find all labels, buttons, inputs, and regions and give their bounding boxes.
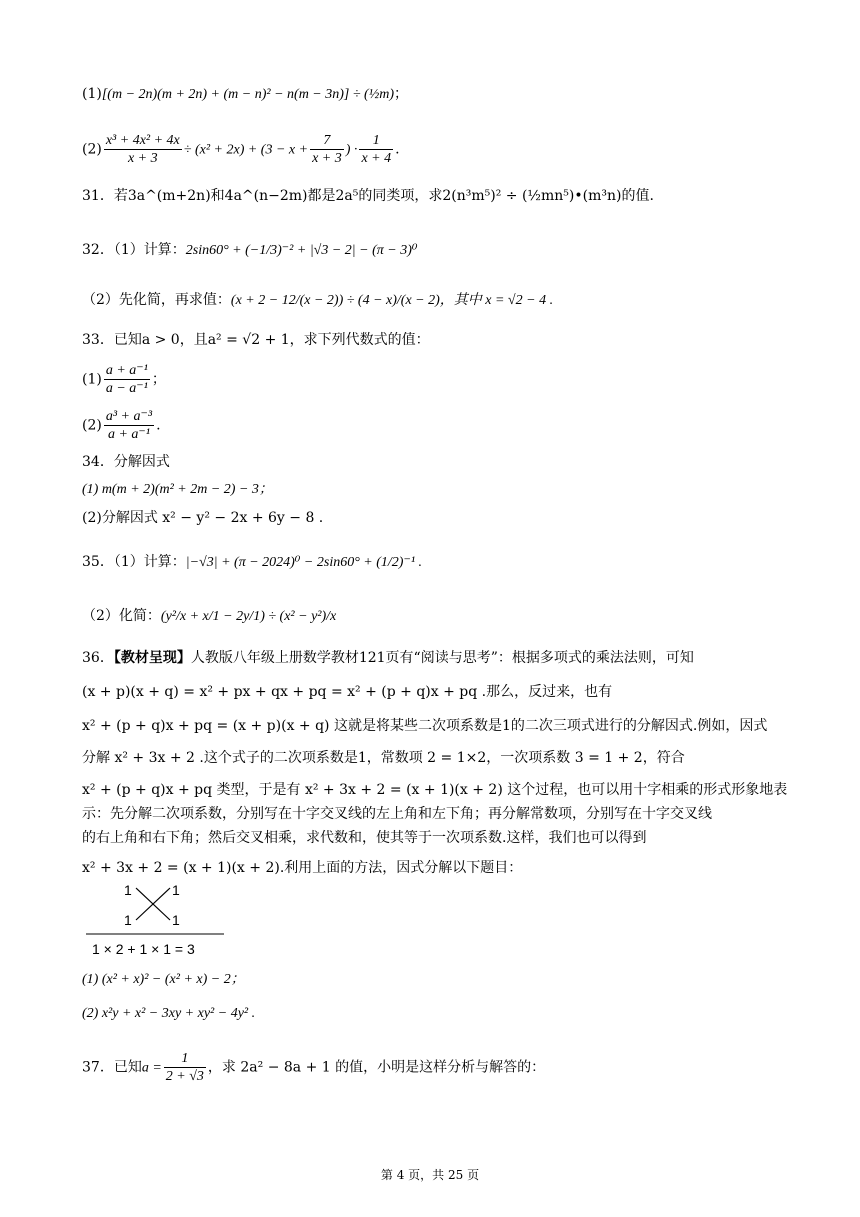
q33-part1: (1) $\frac{\text{a + a⁻¹}}{\text{a − a⁻¹}}$ ；: [82, 363, 166, 396]
q36-part1: (1) (x² + x)² − (x² + x) − 2；: [82, 972, 245, 987]
q37-fraction: $\frac{1}{2 + √3}$: [165, 1051, 204, 1084]
q30-part1-expr: [(m − 2n)(m + 2n) + (m − n)² − n(m − 3n)] ÷ (½m): [101, 87, 394, 102]
q36-line-5: x² + (p + q)x + pq 类型，于是有 x² + 3x + 2 = (x + 1)(x + 2) 这个过程，也可以用十字相乘的形式形象地表: [82, 782, 788, 798]
q35-part2: （2）化简：(y²/x + x/1 − 2y/1) ÷ (x² − y²)/x: [82, 608, 337, 624]
cross-multiplication-diagram: [82, 882, 232, 962]
diagram-result: 1 × 2 + 1 × 1 = 3: [92, 941, 195, 957]
q36-line-4: 分解 x² + 3x + 2 .这个式子的二次项系数是1，常数项 2 = 1×2，一次项系数 3 = 1 + 2，符合: [82, 750, 685, 766]
q30-part2: (2) $\frac{\text{x³ + 4x² + 4x}}{x + 3}$ ÷ (x² + 2x) + (3 − x + $\frac{7}{x + 3}$ ) · $\frac{1}{x + 4}$ .: [82, 133, 400, 166]
q35-part2-expr: (y²/x + x/1 − 2y/1) ÷ (x² − y²)/x: [160, 609, 337, 624]
q37: 37．已知a = $\frac{1}{2 + √3}$ ，求 2a² − 8a + 1 的值，小明是这样分析与解答的：: [82, 1051, 546, 1084]
q36-part2: (2) x²y + x² − 3xy + xy² − 4y² .: [82, 1006, 256, 1021]
q36-line-7: 的右上角和右下角；然后交叉相乘，求代数和，使其等于一次项系数.这样，我们也可以得到: [82, 830, 647, 846]
q31-text: 若3a^(m+2n)和4a^(n−2m)都是2a⁵的同类项，求2(n³m⁵)² ÷ (½mn⁵)•(m³n)的值.: [113, 188, 654, 204]
q34-part2: (2)分解因式 x² − y² − 2x + 6y − 8 .: [82, 510, 324, 526]
q32-part2: （2）先化简，再求值：(x + 2 − 12/(x − 2)) ÷ (4 − x)/(x − 2)，其中 x = √2 − 4 .: [82, 292, 554, 308]
diagram-bottom-left: 1: [124, 912, 132, 928]
q31: 31．若3a^(m+2n)和4a^(n−2m)都是2a⁵的同类项，求2(n³m⁵)² ÷ (½mn⁵)•(m³n)的值.: [82, 188, 654, 204]
q36-line-3: x² + (p + q)x + pq = (x + p)(x + q) 这就是将某些二次项系数是1的二次三项式进行的分解因式.例如，因式: [82, 718, 768, 734]
q32-part2-expr: (x + 2 − 12/(x − 2)) ÷ (4 − x)/(x − 2)，其中 x = √2 − 4 .: [230, 293, 554, 308]
q34-part1: (1) m(m + 2)(m² + 2m − 2) − 3；: [82, 482, 273, 497]
q36-line-2: (x + p)(x + q) = x² + px + qx + pq = x² + (p + q)x + pq .那么，反过来，也有: [82, 684, 613, 700]
q33-fraction-1: $\frac{\text{a + a⁻¹}}{\text{a − a⁻¹}}$: [105, 363, 148, 396]
q32-part1-expr: 2sin60° + (−1/3)⁻² + |√3 − 2| − (π − 3)⁰: [185, 243, 418, 258]
q35-part1-expr: |−√3| + (π − 2024)⁰ − 2sin60° + (1/2)⁻¹ .: [185, 555, 423, 570]
q34-title: 34．分解因式: [82, 454, 170, 470]
diagram-bottom-right: 1: [172, 912, 180, 928]
q32-part1: 32．（1）计算：2sin60° + (−1/3)⁻² + |√3 − 2| − (π − 3)⁰: [82, 242, 418, 258]
q33-part2: (2) $\frac{\text{a³ + a⁻³}}{\text{a + a⁻¹}}$ .: [82, 409, 161, 442]
q30-fraction-3: $\frac{1}{x + 4}$: [361, 133, 392, 166]
diagram-top-left: 1: [124, 882, 132, 898]
q33-fraction-2: $\frac{\text{a³ + a⁻³}}{\text{a + a⁻¹}}$: [105, 409, 153, 442]
diagram-top-right: 1: [172, 882, 180, 898]
q36-tag: 【教材呈现】: [113, 650, 191, 666]
q30-fraction-1: $\frac{\text{x³ + 4x² + 4x}}{x + 3}$: [105, 133, 180, 166]
q36-line-1: 36．【教材呈现】人教版八年级上册数学教材121页有“阅读与思考”：根据多项式的乘法法则，可知: [82, 650, 694, 666]
q36-line-8: x² + 3x + 2 = (x + 1)(x + 2).利用上面的方法，因式分解以下题目：: [82, 860, 523, 876]
q35-part1: 35．（1）计算：|−√3| + (π − 2024)⁰ − 2sin60° + (1/2)⁻¹ .: [82, 554, 423, 570]
page-footer: 第 4 页，共 25 页: [380, 1168, 480, 1182]
q30-fraction-2: $\frac{7}{x + 3}$: [312, 133, 342, 166]
q33-intro: 33．已知a > 0，且a² = √2 + 1，求下列代数式的值：: [82, 332, 430, 348]
q30-part1: (1)[(m − 2n)(m + 2n) + (m − n)² − n(m − 3n)] ÷ (½m)；: [82, 86, 408, 102]
q36-line-6: 示：先分解二次项系数，分别写在十字交叉线的左上角和左下角；再分解常数项，分别写在十字交叉线: [82, 806, 712, 822]
